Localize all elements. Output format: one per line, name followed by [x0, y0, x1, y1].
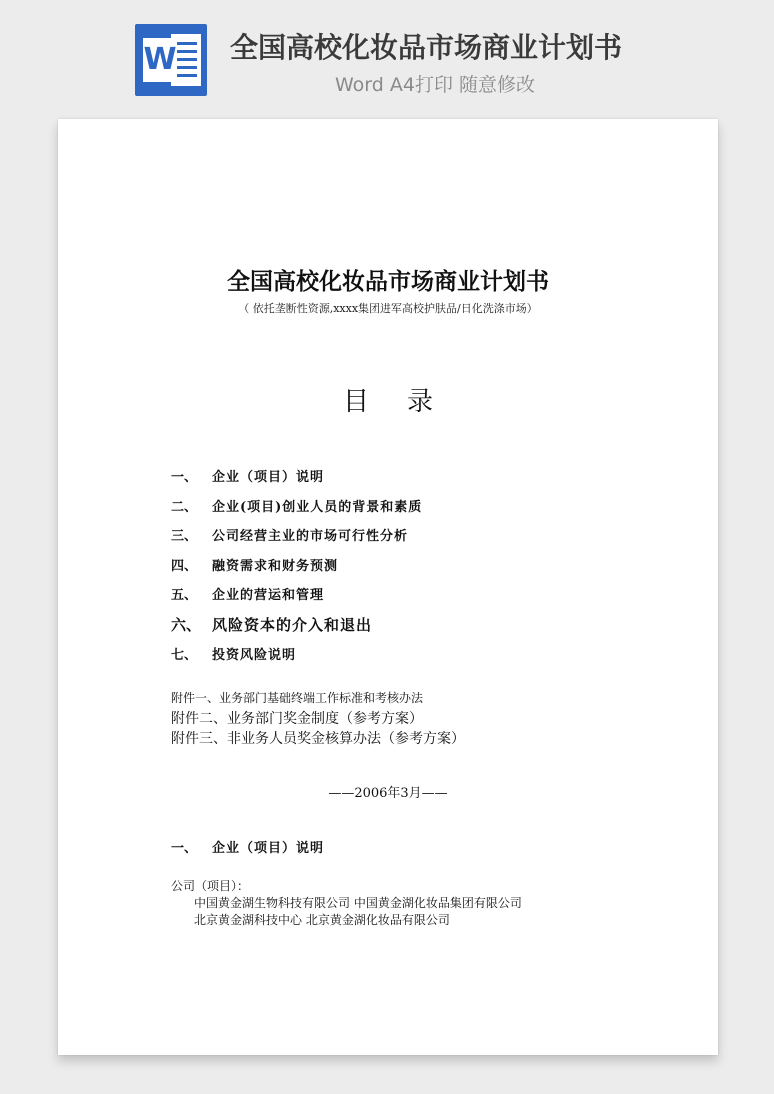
- toc-item-number: 五、: [171, 588, 198, 604]
- toc-heading-right: 录: [407, 387, 434, 417]
- toc-item-number: 七、: [171, 647, 198, 663]
- word-icon: [135, 24, 207, 96]
- company-line: 北京黄金湖科技中心 北京黄金湖化妆品有限公司: [194, 913, 450, 927]
- toc-heading: [58, 381, 718, 418]
- toc-item-number: 三、: [171, 529, 198, 545]
- document-title: 全国高校化妆品市场商业计划书: [227, 269, 549, 295]
- toc-item-text: 公司经营主业的市场可行性分析: [212, 529, 409, 545]
- toc-item-number: 二、: [171, 499, 198, 515]
- toc-item-text: 企业的营运和管理: [212, 588, 325, 604]
- appendix-item: 附件三、非业务人员奖金核算办法（参考方案）: [171, 731, 465, 747]
- toc-item-text: 企业(项目)创业人员的背景和素质: [212, 499, 423, 515]
- appendix-item: 附件二、业务部门奖金制度（参考方案）: [171, 711, 423, 727]
- document-page: [58, 119, 718, 1055]
- toc-item-text: 投资风险说明: [212, 647, 297, 663]
- company-block: [171, 877, 522, 928]
- toc-item-text: 风险资本的介入和退出: [212, 615, 373, 634]
- toc-item-number: 四、: [171, 558, 198, 574]
- appendix-list: [171, 689, 465, 748]
- header-subtitle: Word A4打印 随意修改: [334, 74, 535, 96]
- header-title: 全国高校化妆品市场商业计划书: [230, 31, 623, 64]
- toc-item-number: 一、: [171, 470, 198, 485]
- section-heading: [171, 837, 325, 856]
- header-banner: [0, 0, 774, 118]
- toc-item-number: 六、: [171, 615, 202, 634]
- company-line: 中国黄金湖生物科技有限公司 中国黄金湖化妆品集团有限公司: [194, 896, 522, 910]
- toc-heading-left: 目: [342, 387, 369, 417]
- toc-item-text: 融资需求和财务预测: [212, 558, 339, 574]
- word-letter: W: [143, 38, 177, 82]
- section-title: 企业（项目）说明: [212, 841, 325, 856]
- section-number: 一、: [171, 841, 198, 856]
- toc-item-text: 企业（项目）说明: [212, 470, 325, 485]
- document-subtitle: （ 依托垄断性资源,xxxx集团进军高校护肤品/日化洗涤市场）: [238, 302, 538, 315]
- document-date: ——2006年3月——: [328, 786, 448, 801]
- appendix-item: 附件一、业务部门基础终端工作标准和考核办法: [171, 691, 424, 705]
- company-label: 公司（项目）：: [171, 879, 250, 893]
